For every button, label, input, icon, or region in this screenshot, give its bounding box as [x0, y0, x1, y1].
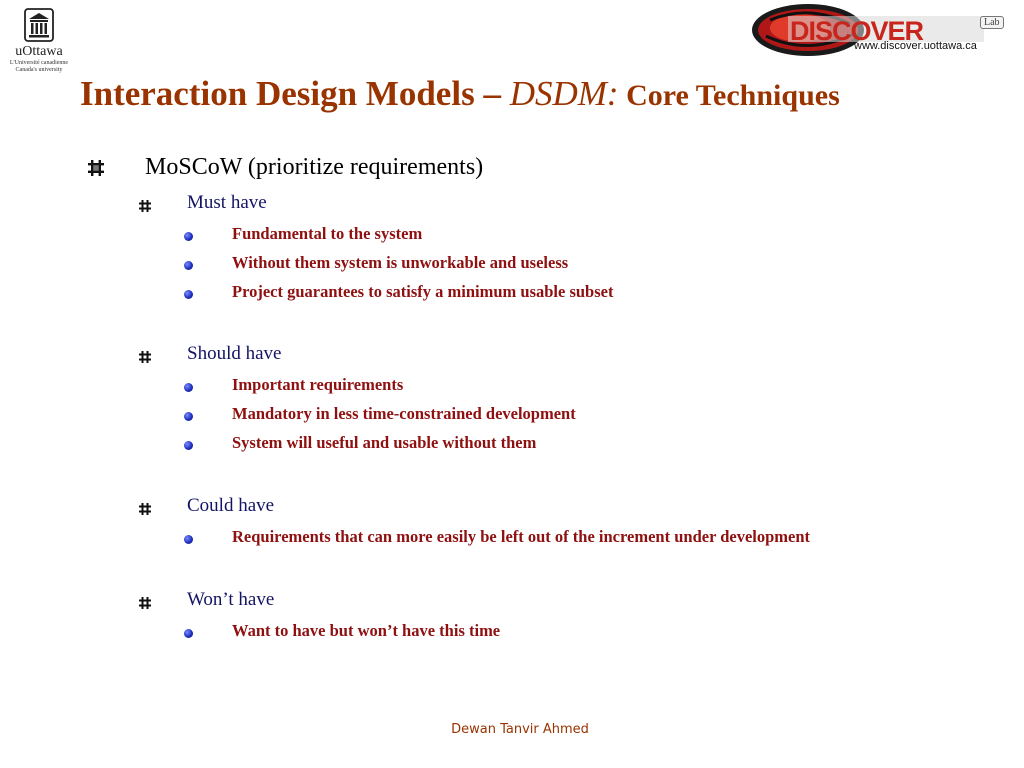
- title-main: Interaction Design Models –: [80, 74, 510, 113]
- footer-author: Dewan Tanvir Ahmed: [451, 722, 589, 737]
- list-item: Requirements that can more easily be left out of the increment under development: [232, 527, 811, 546]
- item-bullet-icon: [184, 535, 193, 544]
- building-icon: [24, 8, 54, 42]
- title-italic: DSDM:: [509, 74, 619, 113]
- topic-bullet-icon: [86, 158, 106, 178]
- heading-wont-have: Won’t have: [187, 589, 275, 610]
- item-bullet-icon: [184, 232, 193, 241]
- heading-must-have: Must have: [187, 192, 267, 213]
- discover-url: www.discover.uottawa.ca: [854, 40, 977, 52]
- heading-bullet-icon: [138, 596, 152, 610]
- uottawa-subtitle-fr: L'Université canadienne: [9, 60, 69, 66]
- list-item: Project guarantees to satisfy a minimum usable subset: [232, 282, 614, 301]
- item-bullet-icon: [184, 261, 193, 270]
- item-bullet-icon: [184, 290, 193, 299]
- uottawa-wordmark: uOttawa: [15, 44, 63, 59]
- heading-bullet-icon: [138, 350, 152, 364]
- heading-bullet-icon: [138, 502, 152, 516]
- item-bullet-icon: [184, 629, 193, 638]
- list-item: System will useful and usable without them: [232, 433, 537, 452]
- list-item: Without them system is unworkable and useless: [232, 253, 569, 272]
- list-item: Fundamental to the system: [232, 224, 423, 243]
- uottawa-subtitle-en: Canada's university: [15, 67, 63, 73]
- heading-bullet-icon: [138, 199, 152, 213]
- lab-tag: Lab: [980, 16, 1004, 29]
- list-item: Want to have but won’t have this time: [232, 621, 501, 640]
- item-bullet-icon: [184, 441, 193, 450]
- item-bullet-icon: [184, 383, 193, 392]
- list-item: Mandatory in less time-constrained development: [232, 404, 576, 423]
- list-item: Important requirements: [232, 375, 404, 394]
- slide-title: [80, 74, 840, 114]
- heading-should-have: Should have: [187, 343, 282, 364]
- topic-moscow: MoSCoW (prioritize requirements): [145, 154, 484, 180]
- heading-could-have: Could have: [187, 495, 275, 516]
- title-tail: Core Techniques: [618, 79, 840, 112]
- item-bullet-icon: [184, 412, 193, 421]
- discover-wordmark: DISCOVER: [790, 16, 924, 46]
- uottawa-logo: [8, 8, 70, 74]
- discover-lab-logo: [750, 2, 1010, 60]
